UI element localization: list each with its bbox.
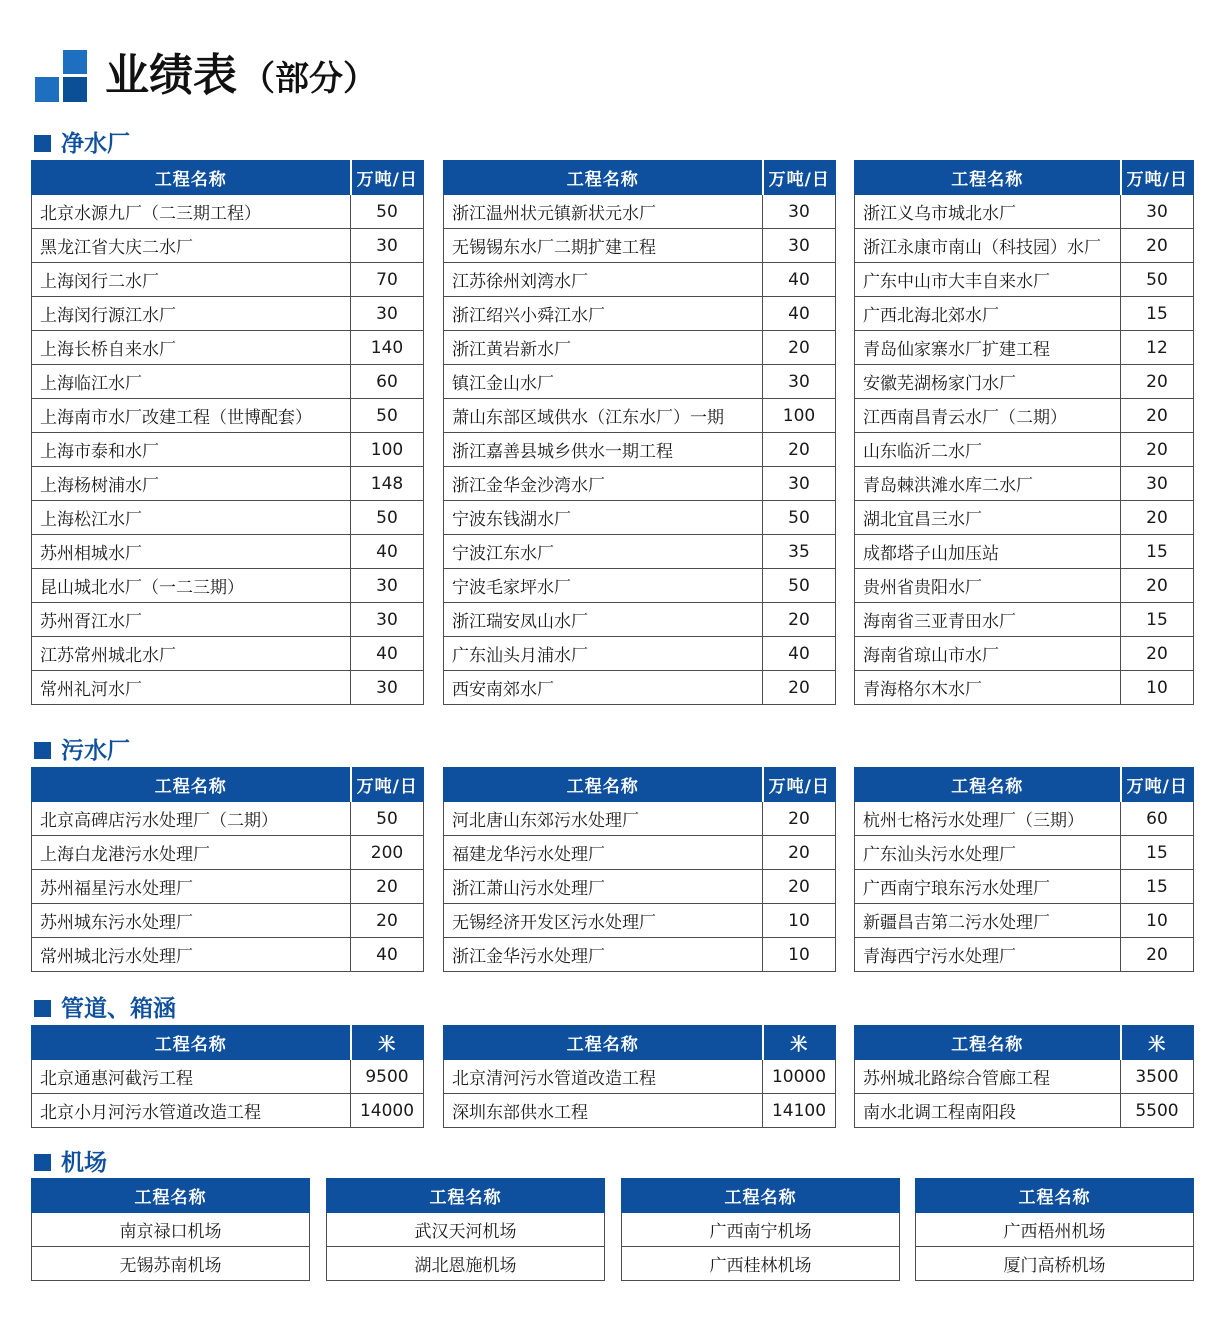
capacity-value: 20 <box>763 671 836 705</box>
airport-name: 武汉天河机场 <box>327 1213 605 1247</box>
header-name: 工程名称 <box>444 768 763 802</box>
capacity-value: 50 <box>351 399 424 433</box>
header-name: 工程名称 <box>444 161 763 195</box>
capacity-value: 12 <box>1121 331 1194 365</box>
project-name: 广东汕头污水处理厂 <box>855 836 1121 870</box>
project-name: 上海松江水厂 <box>32 501 351 535</box>
project-name: 苏州福星污水处理厂 <box>32 870 351 904</box>
table-row <box>32 535 424 569</box>
table-row <box>32 870 424 904</box>
project-name: 福建龙华污水处理厂 <box>444 836 763 870</box>
header-name: 工程名称 <box>855 768 1121 802</box>
header-name: 工程名称 <box>444 1026 763 1060</box>
table-row <box>855 671 1194 705</box>
project-name: 河北唐山东郊污水处理厂 <box>444 802 763 836</box>
project-name: 浙江嘉善县城乡供水一期工程 <box>444 433 763 467</box>
table-row <box>444 1094 836 1128</box>
table-row <box>855 870 1194 904</box>
airport-name: 无锡苏南机场 <box>32 1247 310 1281</box>
capacity-value: 20 <box>763 433 836 467</box>
project-name: 广西南宁琅东污水处理厂 <box>855 870 1121 904</box>
capacity-value: 30 <box>351 603 424 637</box>
table-row <box>855 603 1194 637</box>
project-name: 无锡锡东水厂二期扩建工程 <box>444 229 763 263</box>
capacity-value: 20 <box>1121 569 1194 603</box>
capacity-value: 10 <box>1121 904 1194 938</box>
capacity-value: 100 <box>763 399 836 433</box>
table-row <box>32 433 424 467</box>
table-row <box>444 1060 836 1094</box>
table-row <box>444 637 836 671</box>
capacity-value: 20 <box>1121 501 1194 535</box>
table-row <box>855 904 1194 938</box>
project-name: 苏州相城水厂 <box>32 535 351 569</box>
capacity-value: 20 <box>763 836 836 870</box>
capacity-value: 15 <box>1121 836 1194 870</box>
project-name: 浙江瑞安凤山水厂 <box>444 603 763 637</box>
capacity-value: 15 <box>1121 297 1194 331</box>
project-name: 宁波东钱湖水厂 <box>444 501 763 535</box>
table-row <box>444 569 836 603</box>
project-name: 青海格尔木水厂 <box>855 671 1121 705</box>
capacity-value: 30 <box>763 195 836 229</box>
capacity-value: 20 <box>763 603 836 637</box>
page-title: 业绩表 （部分） <box>105 50 377 101</box>
pipes-table-1 <box>31 1025 424 1128</box>
table-row <box>32 569 424 603</box>
table-row <box>32 467 424 501</box>
logo-squares-icon <box>35 50 87 102</box>
airport-name: 湖北恩施机场 <box>327 1247 605 1281</box>
capacity-value: 30 <box>351 569 424 603</box>
capacity-value: 20 <box>1121 938 1194 972</box>
table-row <box>855 637 1194 671</box>
sewage-table-2 <box>443 767 836 972</box>
table-row <box>32 802 424 836</box>
capacity-value: 9500 <box>351 1060 424 1094</box>
project-name: 北京高碑店污水处理厂（二期） <box>32 802 351 836</box>
table-row <box>855 195 1194 229</box>
table-row <box>855 1094 1194 1128</box>
table-row <box>32 671 424 705</box>
table-row <box>444 501 836 535</box>
project-name: 浙江黄岩新水厂 <box>444 331 763 365</box>
capacity-value: 15 <box>1121 870 1194 904</box>
capacity-value: 50 <box>763 501 836 535</box>
project-name: 上海长桥自来水厂 <box>32 331 351 365</box>
table-row <box>855 1060 1194 1094</box>
table-row <box>444 671 836 705</box>
project-name: 昆山城北水厂（一二三期） <box>32 569 351 603</box>
table-row <box>855 365 1194 399</box>
project-name: 上海南市水厂改建工程（世博配套） <box>32 399 351 433</box>
project-name: 常州城北污水处理厂 <box>32 938 351 972</box>
table-row <box>855 229 1194 263</box>
capacity-value: 20 <box>1121 229 1194 263</box>
project-name: 山东临沂二水厂 <box>855 433 1121 467</box>
project-name: 浙江义乌市城北水厂 <box>855 195 1121 229</box>
table-row <box>855 501 1194 535</box>
header-name: 工程名称 <box>32 1026 351 1060</box>
project-name: 浙江金华金沙湾水厂 <box>444 467 763 501</box>
water-table-2 <box>443 160 836 705</box>
project-name: 黑龙江省大庆二水厂 <box>32 229 351 263</box>
airports-table-4 <box>915 1178 1194 1281</box>
project-name: 上海临江水厂 <box>32 365 351 399</box>
project-name: 宁波江东水厂 <box>444 535 763 569</box>
project-name: 青海西宁污水处理厂 <box>855 938 1121 972</box>
airport-name: 南京禄口机场 <box>32 1213 310 1247</box>
project-name: 西安南郊水厂 <box>444 671 763 705</box>
capacity-value: 10 <box>1121 671 1194 705</box>
capacity-value: 200 <box>351 836 424 870</box>
table-row <box>32 365 424 399</box>
capacity-value: 15 <box>1121 603 1194 637</box>
table-row <box>855 297 1194 331</box>
airports-table-3 <box>621 1178 900 1281</box>
capacity-value: 35 <box>763 535 836 569</box>
table-row <box>916 1247 1194 1281</box>
table-row <box>444 904 836 938</box>
project-name: 海南省三亚青田水厂 <box>855 603 1121 637</box>
project-name: 上海市泰和水厂 <box>32 433 351 467</box>
project-name: 海南省琼山市水厂 <box>855 637 1121 671</box>
capacity-value: 10 <box>763 904 836 938</box>
capacity-value: 30 <box>351 297 424 331</box>
table-row <box>444 938 836 972</box>
table-row <box>444 836 836 870</box>
capacity-value: 50 <box>351 802 424 836</box>
header-value: 万吨/日 <box>351 161 424 195</box>
table-row <box>32 1213 310 1247</box>
capacity-value: 30 <box>763 229 836 263</box>
section-heading-pipes: 管道、箱涵 <box>34 994 176 1024</box>
header-name: 工程名称 <box>916 1179 1194 1213</box>
header-value: 万吨/日 <box>763 161 836 195</box>
project-name: 浙江绍兴小舜江水厂 <box>444 297 763 331</box>
capacity-value: 30 <box>1121 467 1194 501</box>
table-row <box>855 836 1194 870</box>
table-row <box>855 331 1194 365</box>
capacity-value: 30 <box>763 467 836 501</box>
header-name: 工程名称 <box>32 768 351 802</box>
airport-name: 广西桂林机场 <box>622 1247 900 1281</box>
table-row <box>32 501 424 535</box>
table-row <box>327 1247 605 1281</box>
capacity-value: 20 <box>1121 399 1194 433</box>
table-row <box>444 467 836 501</box>
project-name: 广西北海北郊水厂 <box>855 297 1121 331</box>
table-row <box>32 836 424 870</box>
header-name: 工程名称 <box>32 161 351 195</box>
capacity-value: 148 <box>351 467 424 501</box>
table-row <box>32 297 424 331</box>
header-value: 米 <box>1121 1026 1194 1060</box>
section-heading-airports: 机场 <box>34 1148 107 1178</box>
project-name: 广东汕头月浦水厂 <box>444 637 763 671</box>
capacity-value: 20 <box>763 802 836 836</box>
table-row <box>32 904 424 938</box>
project-name: 无锡经济开发区污水处理厂 <box>444 904 763 938</box>
table-row <box>32 229 424 263</box>
project-name: 浙江萧山污水处理厂 <box>444 870 763 904</box>
project-name: 湖北宜昌三水厂 <box>855 501 1121 535</box>
table-row <box>32 603 424 637</box>
table-row <box>32 1060 424 1094</box>
capacity-value: 30 <box>763 365 836 399</box>
page-subtitle: （部分） <box>241 59 377 99</box>
square-bullet-icon <box>34 742 51 759</box>
project-name: 江苏徐州刘湾水厂 <box>444 263 763 297</box>
table-row <box>444 399 836 433</box>
table-row <box>444 603 836 637</box>
table-row <box>444 263 836 297</box>
capacity-value: 30 <box>351 229 424 263</box>
capacity-value: 60 <box>1121 802 1194 836</box>
project-name: 上海闵行源江水厂 <box>32 297 351 331</box>
project-name: 北京水源九厂（二三期工程） <box>32 195 351 229</box>
capacity-value: 10 <box>763 938 836 972</box>
header-value: 万吨/日 <box>351 768 424 802</box>
header-name: 工程名称 <box>622 1179 900 1213</box>
capacity-value: 30 <box>351 671 424 705</box>
capacity-value: 10000 <box>763 1060 836 1094</box>
table-row <box>444 802 836 836</box>
project-name: 北京清河污水管道改造工程 <box>444 1060 763 1094</box>
capacity-value: 40 <box>763 263 836 297</box>
header-value: 万吨/日 <box>763 768 836 802</box>
capacity-value: 20 <box>763 870 836 904</box>
project-name: 苏州城东污水处理厂 <box>32 904 351 938</box>
project-name: 浙江金华污水处理厂 <box>444 938 763 972</box>
sewage-table-3 <box>854 767 1194 972</box>
section-heading-water: 净水厂 <box>34 129 130 159</box>
capacity-value: 60 <box>351 365 424 399</box>
capacity-value: 5500 <box>1121 1094 1194 1128</box>
header-name: 工程名称 <box>855 1026 1121 1060</box>
table-row <box>855 467 1194 501</box>
table-row <box>327 1213 605 1247</box>
capacity-value: 20 <box>351 904 424 938</box>
table-row <box>444 870 836 904</box>
capacity-value: 3500 <box>1121 1060 1194 1094</box>
project-name: 江苏常州城北水厂 <box>32 637 351 671</box>
table-row <box>444 433 836 467</box>
table-row <box>32 263 424 297</box>
airports-table-1 <box>31 1178 310 1281</box>
header-name: 工程名称 <box>32 1179 310 1213</box>
project-name: 安徽芜湖杨家门水厂 <box>855 365 1121 399</box>
capacity-value: 20 <box>351 870 424 904</box>
project-name: 深圳东部供水工程 <box>444 1094 763 1128</box>
project-name: 宁波毛家坪水厂 <box>444 569 763 603</box>
capacity-value: 50 <box>1121 263 1194 297</box>
project-name: 南水北调工程南阳段 <box>855 1094 1121 1128</box>
pipes-table-3 <box>854 1025 1194 1128</box>
pipes-table-2 <box>443 1025 836 1128</box>
capacity-value: 20 <box>1121 365 1194 399</box>
capacity-value: 30 <box>1121 195 1194 229</box>
project-name: 广东中山市大丰自来水厂 <box>855 263 1121 297</box>
capacity-value: 20 <box>1121 637 1194 671</box>
project-name: 上海杨树浦水厂 <box>32 467 351 501</box>
table-row <box>32 399 424 433</box>
table-row <box>32 637 424 671</box>
capacity-value: 40 <box>351 637 424 671</box>
table-row <box>444 297 836 331</box>
project-name: 上海白龙港污水处理厂 <box>32 836 351 870</box>
project-name: 苏州胥江水厂 <box>32 603 351 637</box>
table-row <box>32 1247 310 1281</box>
project-name: 杭州七格污水处理厂（三期） <box>855 802 1121 836</box>
capacity-value: 15 <box>1121 535 1194 569</box>
project-name: 江西南昌青云水厂（二期） <box>855 399 1121 433</box>
capacity-value: 50 <box>351 501 424 535</box>
square-bullet-icon <box>34 1154 51 1171</box>
square-bullet-icon <box>34 1000 51 1017</box>
header-value: 万吨/日 <box>1121 161 1194 195</box>
table-row <box>855 802 1194 836</box>
project-name: 青岛仙家寨水厂扩建工程 <box>855 331 1121 365</box>
table-row <box>32 1094 424 1128</box>
water-table-1 <box>31 160 424 705</box>
table-row <box>444 365 836 399</box>
header-value: 米 <box>763 1026 836 1060</box>
capacity-value: 40 <box>351 938 424 972</box>
capacity-value: 70 <box>351 263 424 297</box>
capacity-value: 40 <box>763 637 836 671</box>
project-name: 萧山东部区域供水（江东水厂）一期 <box>444 399 763 433</box>
capacity-value: 50 <box>351 195 424 229</box>
capacity-value: 20 <box>1121 433 1194 467</box>
project-name: 新疆昌吉第二污水处理厂 <box>855 904 1121 938</box>
capacity-value: 50 <box>763 569 836 603</box>
project-name: 贵州省贵阳水厂 <box>855 569 1121 603</box>
table-row <box>855 263 1194 297</box>
airports-table-2 <box>326 1178 605 1281</box>
capacity-value: 20 <box>763 331 836 365</box>
airport-name: 广西南宁机场 <box>622 1213 900 1247</box>
project-name: 青岛棘洪滩水库二水厂 <box>855 467 1121 501</box>
table-row <box>916 1213 1194 1247</box>
sewage-table-1 <box>31 767 424 972</box>
project-name: 镇江金山水厂 <box>444 365 763 399</box>
capacity-value: 40 <box>351 535 424 569</box>
project-name: 北京通惠河截污工程 <box>32 1060 351 1094</box>
capacity-value: 100 <box>351 433 424 467</box>
header-name: 工程名称 <box>327 1179 605 1213</box>
table-row <box>622 1247 900 1281</box>
header-value: 米 <box>351 1026 424 1060</box>
table-row <box>855 938 1194 972</box>
table-row <box>855 535 1194 569</box>
header-value: 万吨/日 <box>1121 768 1194 802</box>
capacity-value: 14100 <box>763 1094 836 1128</box>
table-row <box>32 195 424 229</box>
table-row <box>855 399 1194 433</box>
table-row <box>444 229 836 263</box>
capacity-value: 40 <box>763 297 836 331</box>
table-row <box>622 1213 900 1247</box>
square-bullet-icon <box>34 135 51 152</box>
table-row <box>855 433 1194 467</box>
project-name: 浙江永康市南山（科技园）水厂 <box>855 229 1121 263</box>
header-name: 工程名称 <box>855 161 1121 195</box>
project-name: 苏州城北路综合管廊工程 <box>855 1060 1121 1094</box>
project-name: 成都塔子山加压站 <box>855 535 1121 569</box>
table-row <box>855 569 1194 603</box>
section-heading-sewage: 污水厂 <box>34 736 130 766</box>
table-row <box>444 535 836 569</box>
project-name: 北京小月河污水管道改造工程 <box>32 1094 351 1128</box>
water-table-3 <box>854 160 1194 705</box>
table-row <box>444 331 836 365</box>
capacity-value: 14000 <box>351 1094 424 1128</box>
table-row <box>32 938 424 972</box>
project-name: 浙江温州状元镇新状元水厂 <box>444 195 763 229</box>
capacity-value: 140 <box>351 331 424 365</box>
airport-name: 厦门高桥机场 <box>916 1247 1194 1281</box>
project-name: 常州礼河水厂 <box>32 671 351 705</box>
project-name: 上海闵行二水厂 <box>32 263 351 297</box>
table-row <box>444 195 836 229</box>
airport-name: 广西梧州机场 <box>916 1213 1194 1247</box>
table-row <box>32 331 424 365</box>
